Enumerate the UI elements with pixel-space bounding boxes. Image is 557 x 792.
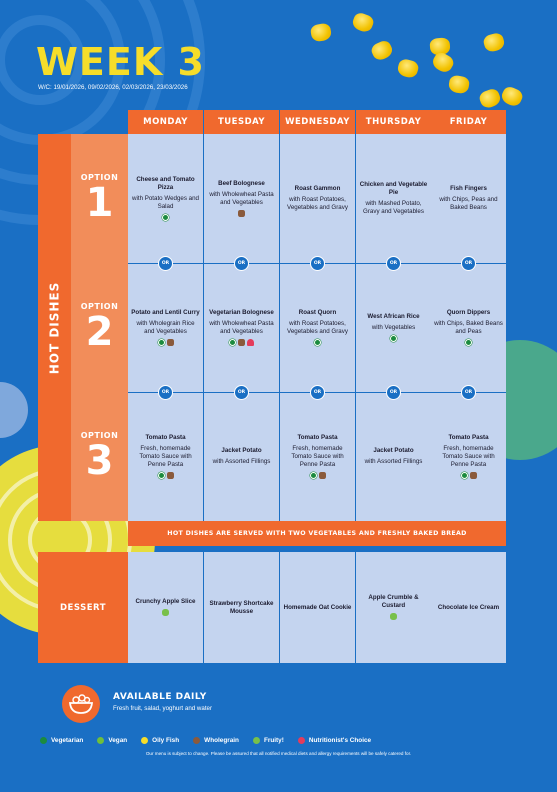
vegetarian-icon	[390, 335, 397, 342]
dessert-name: Crunchy Apple Slice	[135, 598, 196, 605]
day-header-monday: MONDAY	[128, 110, 203, 134]
dish-name: Tomato Pasta	[145, 433, 186, 441]
dietary-icons	[162, 214, 169, 222]
dish-accompaniment: Fresh, homemade Tomato Sauce with Penne Pasta	[291, 444, 344, 468]
dish-name: Roast Quorn	[298, 308, 337, 316]
dish-name: Vegetarian Bolognese	[209, 308, 274, 316]
menu-cell-option-3-monday	[128, 392, 203, 521]
legend-label: Wholegrain	[204, 737, 239, 744]
dietary-icons	[162, 609, 169, 617]
legend-label: Fruity!	[263, 737, 284, 744]
menu-cell-option-2-tuesday	[204, 263, 279, 392]
dish-name: Fish Fingers	[450, 185, 487, 192]
fruity-icon	[162, 609, 169, 616]
vegetarian-icon	[461, 472, 468, 479]
day-header-tuesday: TUESDAY	[204, 110, 279, 134]
fruity-icon	[253, 737, 260, 744]
vegetarian-icon	[310, 472, 317, 479]
or-badge: OR	[158, 256, 173, 271]
menu-cell-option-1-wednesday	[280, 134, 355, 263]
vegetarian-icon	[162, 214, 169, 221]
dish-accompaniment: with Mashed Potato, Gravy and Vegetables	[363, 200, 424, 215]
legend-label: Vegan	[108, 737, 128, 744]
dish-accompaniment: with Assorted Fillings	[212, 458, 271, 465]
wholegrain-icon	[167, 472, 174, 479]
legend-item-oily-fish	[141, 737, 179, 744]
or-badge: OR	[310, 256, 325, 271]
dessert-name: Apple Crumble & Custard	[368, 594, 419, 609]
dish-accompaniment: with Vegetables	[371, 323, 416, 331]
option-number: 2	[85, 309, 114, 355]
legend-item-vegan	[97, 737, 127, 744]
dish-accompaniment: with Assorted Fillings	[364, 458, 423, 465]
dietary-icons	[310, 472, 326, 480]
vegetarian-icon	[40, 737, 47, 744]
legend	[40, 737, 520, 744]
legend-item-wholegrain	[193, 737, 239, 744]
menu-cell-option-1-friday	[431, 134, 506, 263]
dietary-icons	[229, 339, 254, 347]
footnote: Our menu is subject to change. Please be assured that all notified medical diets and allergy requirements will be safely catered for.	[145, 751, 412, 756]
dish-name: Quorn Dippers	[446, 308, 491, 316]
dish-name: Cheese and Tomato Pizza	[136, 175, 195, 191]
vegetarian-icon	[314, 339, 321, 346]
vegetarian-icon	[229, 339, 236, 346]
dessert-cell-wednesday	[280, 552, 355, 663]
week-commencing-dates: W/C: 19/01/2026, 09/02/2026, 02/03/2026, 23/03/2026	[38, 84, 188, 91]
dessert-label: DESSERT	[38, 552, 128, 663]
day-header-wednesday: WEDNESDAY	[280, 110, 355, 134]
fruity-icon	[390, 613, 397, 620]
option-number: 1	[85, 180, 114, 226]
dish-name: Chicken and Vegetable Pie	[359, 181, 428, 196]
vegetarian-icon	[465, 339, 472, 346]
dish-accompaniment: with Wholewheat Pasta and Vegetables	[209, 190, 274, 206]
dish-accompaniment: Fresh, homemade Tomato Sauce with Penne Pasta	[139, 444, 192, 468]
dish-accompaniment: with Wholegrain Rice and Vegetables	[136, 319, 195, 335]
nutritionist-icon	[247, 339, 254, 346]
nutritionist-icon	[298, 737, 305, 744]
legend-item-vegetarian	[40, 737, 83, 744]
dessert-cell-monday	[128, 552, 203, 663]
dietary-icons	[390, 335, 397, 343]
or-badge: OR	[234, 256, 249, 271]
dietary-icons	[158, 472, 174, 480]
menu-cell-option-2-wednesday	[280, 263, 355, 392]
dish-name: Jacket Potato	[373, 447, 414, 454]
menu-cell-option-1-thursday	[356, 134, 431, 263]
wholegrain-icon	[193, 737, 200, 744]
vegan-icon	[97, 737, 104, 744]
menu-cell-option-2-thursday	[356, 263, 431, 392]
available-daily-text: Fresh fruit, salad, yoghurt and water	[113, 705, 213, 712]
dessert-name: Chocolate Ice Cream	[437, 603, 500, 611]
or-badge: OR	[234, 385, 249, 400]
dish-name: Beef Bolognese	[218, 179, 265, 187]
oily-fish-icon	[141, 737, 148, 744]
wholegrain-icon	[470, 472, 477, 479]
dessert-cell-friday	[431, 552, 506, 663]
legend-label: Nutritionist's Choice	[308, 737, 372, 744]
option-1-label	[71, 134, 128, 263]
salad-bowl-icon	[62, 685, 100, 723]
legend-item-nutritionist	[298, 737, 371, 744]
wholegrain-icon	[238, 339, 245, 346]
option-number: 3	[85, 438, 114, 484]
page-title: WEEK 3	[36, 40, 205, 84]
dish-name: West African Rice	[367, 312, 420, 320]
hot-dishes-text: HOT DISHES	[47, 281, 62, 374]
menu-cell-option-1-monday	[128, 134, 203, 263]
wholegrain-icon	[319, 472, 326, 479]
or-badge: OR	[386, 256, 401, 271]
legend-label: Vegetarian	[51, 737, 84, 744]
option-word: OPTION	[80, 431, 119, 440]
or-badge: OR	[158, 385, 173, 400]
dessert-name: Strawberry Shortcake Mousse	[209, 599, 274, 615]
menu-cell-option-2-monday	[128, 263, 203, 392]
menu-cell-option-3-tuesday	[204, 392, 279, 521]
served-note-banner: HOT DISHES ARE SERVED WITH TWO VEGETABLES AND FRESHLY BAKED BREAD	[128, 521, 506, 546]
dietary-icons	[238, 210, 245, 218]
dish-name: Tomato Pasta	[448, 433, 489, 441]
menu-cell-option-2-friday	[431, 263, 506, 392]
dessert-cell-thursday	[356, 552, 431, 663]
wholegrain-icon	[238, 210, 245, 217]
option-word: OPTION	[80, 302, 119, 311]
available-daily-title: AVAILABLE DAILY	[113, 692, 207, 702]
legend-item-fruity	[253, 737, 284, 744]
vegetarian-icon	[158, 339, 165, 346]
dish-name: Roast Gammon	[294, 185, 341, 192]
dietary-icons	[314, 339, 321, 347]
dish-accompaniment: with Roast Potatoes, Vegetables and Gravy	[287, 319, 348, 335]
wholegrain-icon	[167, 339, 174, 346]
dish-name: Tomato Pasta	[297, 433, 338, 441]
menu-grid	[38, 110, 506, 663]
dish-accompaniment: with Roast Potatoes, Vegetables and Gravy	[287, 196, 348, 211]
option-word: OPTION	[80, 173, 119, 182]
menu-cell-option-3-thursday	[356, 392, 431, 521]
menu-cell-option-1-tuesday	[204, 134, 279, 263]
dietary-icons	[465, 339, 472, 347]
option-2-label	[71, 263, 128, 392]
menu-cell-option-3-wednesday	[280, 392, 355, 521]
vegetarian-icon	[158, 472, 165, 479]
or-badge: OR	[461, 385, 476, 400]
or-badge: OR	[310, 385, 325, 400]
menu-cell-option-3-friday	[431, 392, 506, 521]
dietary-icons	[461, 472, 477, 480]
dish-accompaniment: with Wholewheat Pasta and Vegetables	[209, 319, 274, 335]
day-header-friday: FRIDAY	[431, 110, 506, 134]
dish-name: Jacket Potato	[221, 447, 262, 454]
dietary-icons	[390, 613, 397, 621]
dish-accompaniment: with Chips, Baked Beans and Peas	[434, 319, 503, 335]
or-badge: OR	[461, 256, 476, 271]
dish-accompaniment: Fresh, homemade Tomato Sauce with Penne Pasta	[442, 444, 495, 468]
dish-accompaniment: with Chips, Peas and Baked Beans	[439, 196, 498, 211]
dish-name: Potato and Lentil Curry	[131, 308, 200, 316]
legend-label: Oily Fish	[152, 737, 180, 744]
option-3-label	[71, 392, 128, 521]
dessert-name: Homemade Oat Cookie	[283, 603, 352, 611]
dietary-icons	[158, 339, 174, 347]
dessert-cell-tuesday	[204, 552, 279, 663]
or-badge: OR	[386, 385, 401, 400]
hot-dishes-label	[38, 134, 71, 521]
day-header-thursday: THURSDAY	[356, 110, 431, 134]
dish-accompaniment: with Potato Wedges and Salad	[132, 194, 199, 210]
